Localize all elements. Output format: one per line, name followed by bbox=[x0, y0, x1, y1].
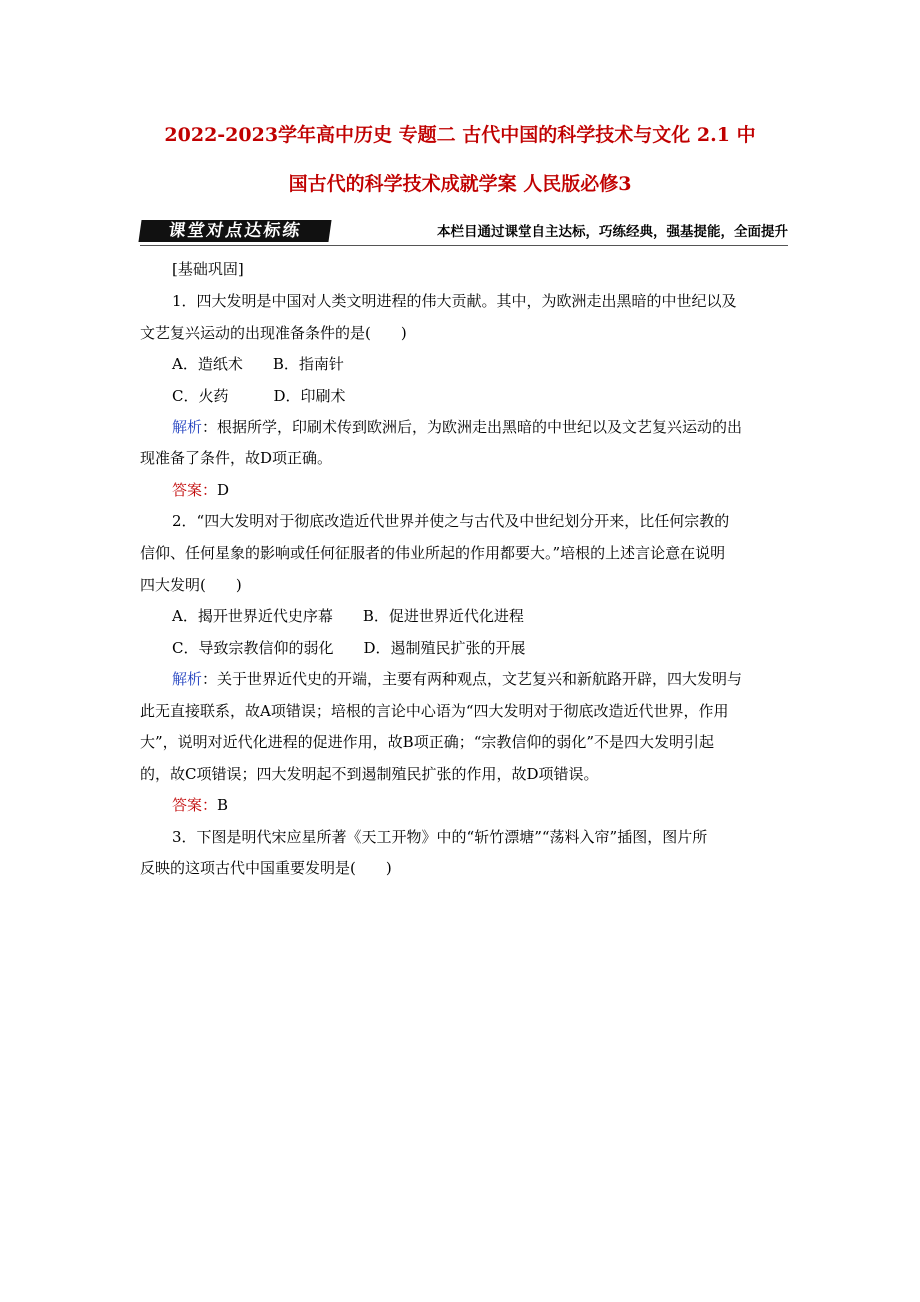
q1-answer-value: D bbox=[217, 481, 230, 499]
q2-stem-line-3: 四大发明( ) bbox=[140, 576, 242, 594]
document-title-line-2: 国古代的科学技术成就学案 人民版必修3 bbox=[288, 173, 632, 195]
q2-analysis-line-2: 此无直接联系，故A项错误；培根的言论中心语为“四大发明对于彻底改造近代世界，作用 bbox=[140, 702, 729, 720]
q2-stem-line-2: 信仰、任何星象的影响或任何征服者的伟业所起的作用都要大。”培根的上述言论意在说明 bbox=[140, 544, 726, 562]
q2-stem-line-1: 2．“四大发明对于彻底改造近代世界并使之与古代及中世纪划分开来，比任何宗教的 bbox=[172, 512, 730, 530]
section-label: [基础巩固] bbox=[172, 260, 244, 278]
q1-analysis-line-2: 现准备了条件，故D项正确。 bbox=[140, 449, 333, 467]
document-title-line-1: 2022-2023学年高中历史 专题二 古代中国的科学技术与文化 2.1 中 bbox=[164, 124, 756, 146]
section-banner bbox=[140, 220, 788, 246]
q3-stem-line-2: 反映的这项古代中国重要发明是( ) bbox=[140, 859, 392, 877]
q1-analysis-line-1 bbox=[172, 416, 742, 438]
banner-divider bbox=[140, 245, 788, 246]
q2-analysis-label: 解析 bbox=[172, 670, 203, 688]
q2-answer-label: 答案： bbox=[172, 796, 218, 814]
q2-analysis-line-1 bbox=[172, 668, 742, 690]
q3-stem-line-1: 3．下图是明代宋应星所著《天工开物》中的“斩竹漂塘”“荡料入帘”插图，图片所 bbox=[172, 828, 708, 846]
q1-analysis-text: ：根据所学，印刷术传到欧洲后，为欧洲走出黑暗的中世纪以及文艺复兴运动的出 bbox=[202, 418, 743, 436]
q2-analysis-line-4: 的，故C项错误；四大发明起不到遏制殖民扩张的作用，故D项错误。 bbox=[140, 765, 599, 783]
q1-stem-line-1: 1．四大发明是中国对人类文明进程的伟大贡献。其中，为欧洲走出黑暗的中世纪以及 bbox=[172, 292, 737, 310]
banner-tag: 课堂对点达标练 bbox=[138, 220, 331, 242]
q2-analysis-line-3: 大”，说明对近代化进程的促进作用，故B项正确；“宗教信仰的弱化”不是四大发明引起 bbox=[140, 733, 715, 751]
q1-analysis-label: 解析 bbox=[172, 418, 203, 436]
q2-analysis-text: ：关于世界近代史的开端，主要有两种观点，文艺复兴和新航路开辟，四大发明与 bbox=[202, 670, 743, 688]
q2-options-line-2: C．导致宗教信仰的弱化 D．遏制殖民扩张的开展 bbox=[172, 639, 526, 657]
q2-answer bbox=[172, 794, 228, 816]
q1-answer-label: 答案： bbox=[172, 481, 218, 499]
q1-stem-line-2: 文艺复兴运动的出现准备条件的是( ) bbox=[140, 324, 407, 342]
q2-answer-value: B bbox=[217, 796, 229, 814]
q1-options-line-1: A．造纸术 B．指南针 bbox=[172, 355, 344, 373]
q1-answer bbox=[172, 479, 229, 501]
q1-options-line-2: C．火药 D．印刷术 bbox=[172, 387, 346, 405]
q2-options-line-1: A．揭开世界近代史序幕 B．促进世界近代化进程 bbox=[172, 607, 524, 625]
banner-description: 本栏目通过课堂自主达标，巧练经典，强基提能，全面提升 bbox=[437, 224, 788, 240]
